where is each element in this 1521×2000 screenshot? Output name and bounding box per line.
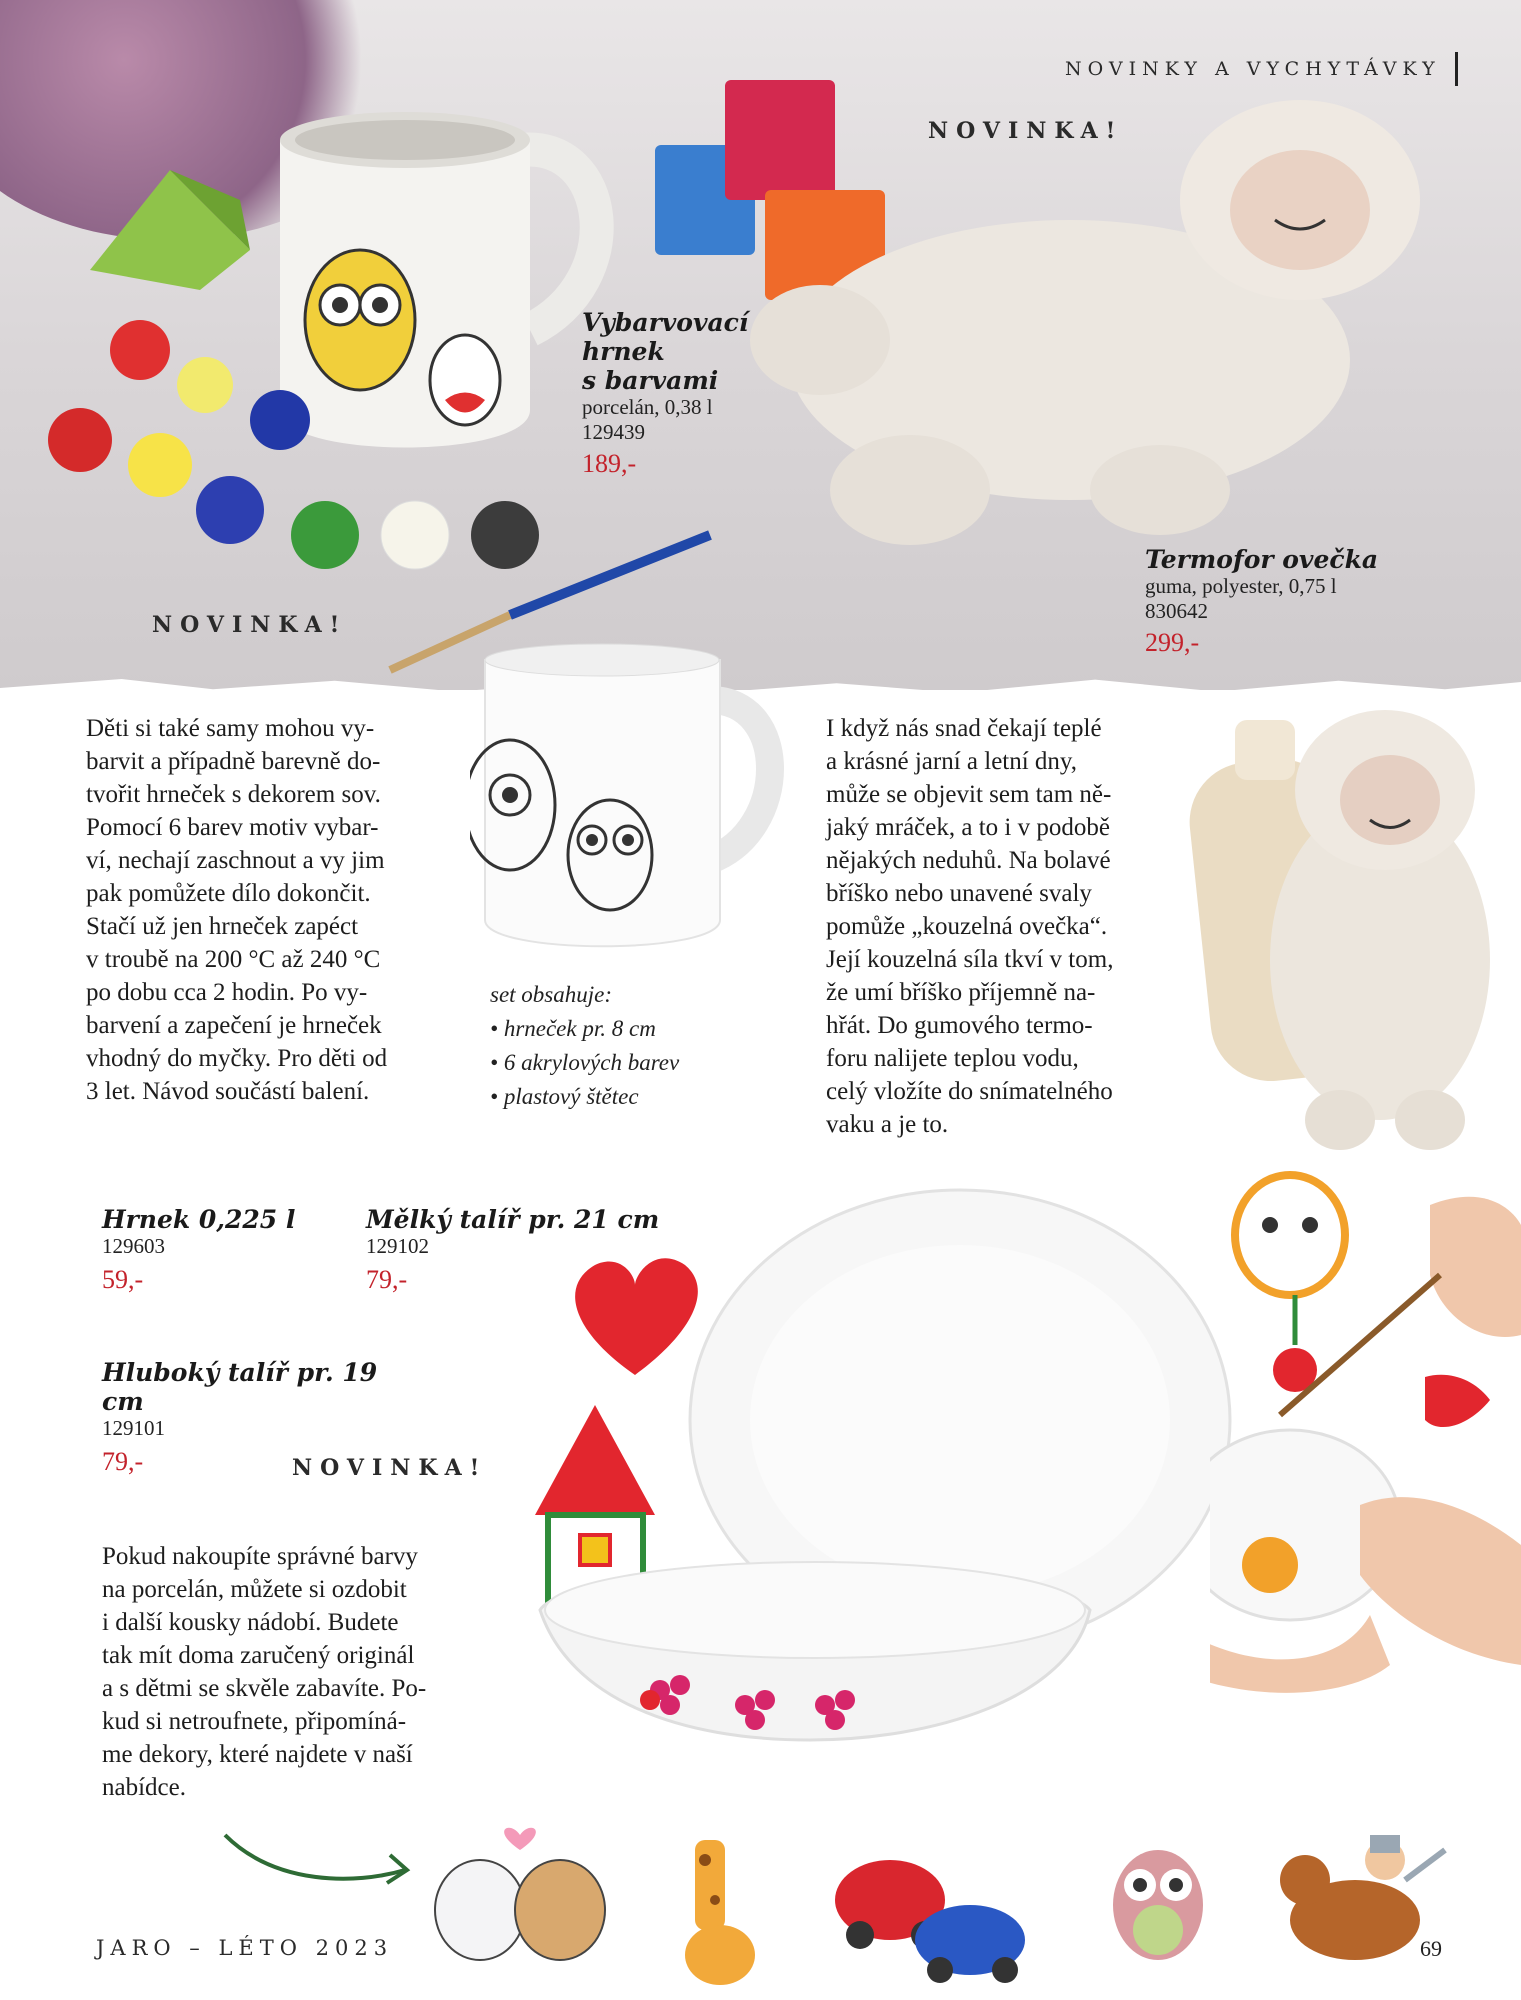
arrow-drawing-icon <box>215 1825 415 1895</box>
set-item: • plastový štětec <box>490 1084 639 1109</box>
text-line: barvení a zapečení je hrneček <box>86 1012 382 1039</box>
text-line: foru nalijete teplou vodu, <box>826 1045 1079 1072</box>
section-divider <box>1455 52 1458 86</box>
owl-sticker-icon <box>1108 1835 1208 1965</box>
text-line: že umí bříško příjemně na- <box>826 979 1096 1006</box>
product-name: Termofor ovečka <box>1145 545 1379 574</box>
set-item: • hrneček pr. 8 cm <box>490 1016 656 1041</box>
hrnek-product-label <box>102 1205 342 1295</box>
text-line: kud si netroufnete, připomíná- <box>102 1708 407 1735</box>
set-item: • 6 akrylových barev <box>490 1050 680 1075</box>
product-price: 79,- <box>366 1265 408 1294</box>
termofor-product-label <box>1145 545 1395 658</box>
text-line: jaký mráček, a to i v podobě <box>826 814 1110 841</box>
section-title: NOVINKY A VYCHYTÁVKY <box>1065 58 1441 80</box>
product-material: porcelán, 0,38 l <box>582 395 713 419</box>
green-block-icon <box>80 160 260 300</box>
sheep-termofor-icon <box>1180 670 1520 1170</box>
text-line: bříško nebo unavené svaly <box>826 880 1092 907</box>
text-line: Její kouzelná síla tkví v tom, <box>826 946 1114 973</box>
cats-sticker-icon <box>420 1810 620 1980</box>
text-line: v troubě na 200 °C až 240 °C <box>86 946 381 973</box>
set-title: set obsahuje: <box>490 982 613 1007</box>
footer-season: JARO – LÉTO 2023 <box>96 1936 394 1960</box>
text-line: tak mít doma zaručený originál <box>102 1642 415 1669</box>
product-name: Mělký talíř pr. 21 cm <box>366 1205 660 1234</box>
cow-drawing-icon <box>1235 1175 1345 1295</box>
text-line: i další kousky nádobí. Budete <box>102 1609 399 1636</box>
set-contents <box>490 978 750 1114</box>
cars-sticker-icon <box>830 1840 1030 1985</box>
mug-paint-product-label <box>582 308 752 479</box>
product-code: 830642 <box>1145 599 1208 623</box>
product-code: 129101 <box>102 1416 165 1440</box>
hand-painting-mug-icon <box>1210 1145 1521 1705</box>
sheep-plush-icon <box>740 90 1460 560</box>
novinka-badge-top-left: NOVINKA! <box>152 612 348 638</box>
white-owl-mug-icon <box>470 630 790 970</box>
plates-icon <box>530 1180 1250 1800</box>
text-line: po dobu cca 2 hodin. Po vy- <box>86 979 368 1006</box>
hero-photo <box>0 0 1521 690</box>
product-code: 129439 <box>582 420 645 444</box>
product-price: 59,- <box>102 1265 144 1294</box>
product-name-line: hrnek <box>582 337 665 366</box>
product-name-line: s barvami <box>582 366 719 395</box>
text-line: pomůže „kouzelná ovečka“. <box>826 913 1108 940</box>
text-line: I když nás snad čekají teplé <box>826 715 1102 742</box>
page-number: 69 <box>1420 1936 1442 1961</box>
text-line: na porcelán, můžete si ozdobit <box>102 1576 407 1603</box>
text-line: Pomocí 6 barev motiv vybar- <box>86 814 379 841</box>
termofor-description <box>826 712 1164 1141</box>
text-line: me dekory, které najdete v naší <box>102 1741 413 1768</box>
novinka-badge-middle: NOVINKA! <box>292 1455 488 1481</box>
product-code: 129603 <box>102 1234 165 1258</box>
product-name-line: Vybarvovací <box>582 308 749 337</box>
text-line: Pokud nakoupíte správné barvy <box>102 1543 418 1570</box>
mug-description <box>86 712 462 1108</box>
porcelain-description <box>102 1540 478 1804</box>
text-line: 3 let. Návod součástí balení. <box>86 1078 370 1105</box>
text-line: Děti si také samy mohou vy- <box>86 715 375 742</box>
text-line: a krásné jarní a letní dny, <box>826 748 1078 775</box>
text-line: hřát. Do gumového termo- <box>826 1012 1093 1039</box>
text-line: tvořit hrneček s dekorem sov. <box>86 781 381 808</box>
novinka-badge-top-right: NOVINKA! <box>928 118 1124 144</box>
text-line: vhodný do myčky. Pro děti od <box>86 1045 388 1072</box>
text-line: barvit a případně barevně do- <box>86 748 381 775</box>
product-material: guma, polyester, 0,75 l <box>1145 574 1337 598</box>
set-item-label: plastový štětec <box>503 1084 639 1109</box>
product-code: 129102 <box>366 1234 429 1258</box>
text-line: může se objevit sem tam ně- <box>826 781 1112 808</box>
text-line: celý vložíte do snímatelného <box>826 1078 1113 1105</box>
text-line: vaku a je to. <box>826 1111 949 1138</box>
text-line: a s dětmi se skvěle zabavíte. Po- <box>102 1675 427 1702</box>
text-line: nabídce. <box>102 1774 186 1801</box>
set-item-label: 6 akrylových barev <box>503 1050 680 1075</box>
product-price: 189,- <box>582 449 637 478</box>
product-name: Hluboký talíř pr. 19 cm <box>102 1358 378 1416</box>
text-line: pak pomůžete dílo dokončit. <box>86 880 371 907</box>
product-name: Hrnek 0,225 l <box>102 1205 296 1234</box>
set-item-label: hrneček pr. 8 cm <box>503 1016 656 1041</box>
product-price: 299,- <box>1145 628 1200 657</box>
text-line: Stačí už jen hrneček zapéct <box>86 913 359 940</box>
text-line: ví, nechají zaschnout a vy jim <box>86 847 385 874</box>
giraffe-sticker-icon <box>675 1830 765 1990</box>
product-price: 79,- <box>102 1447 144 1476</box>
text-line: nějakých neduhů. Na bolavé <box>826 847 1111 874</box>
